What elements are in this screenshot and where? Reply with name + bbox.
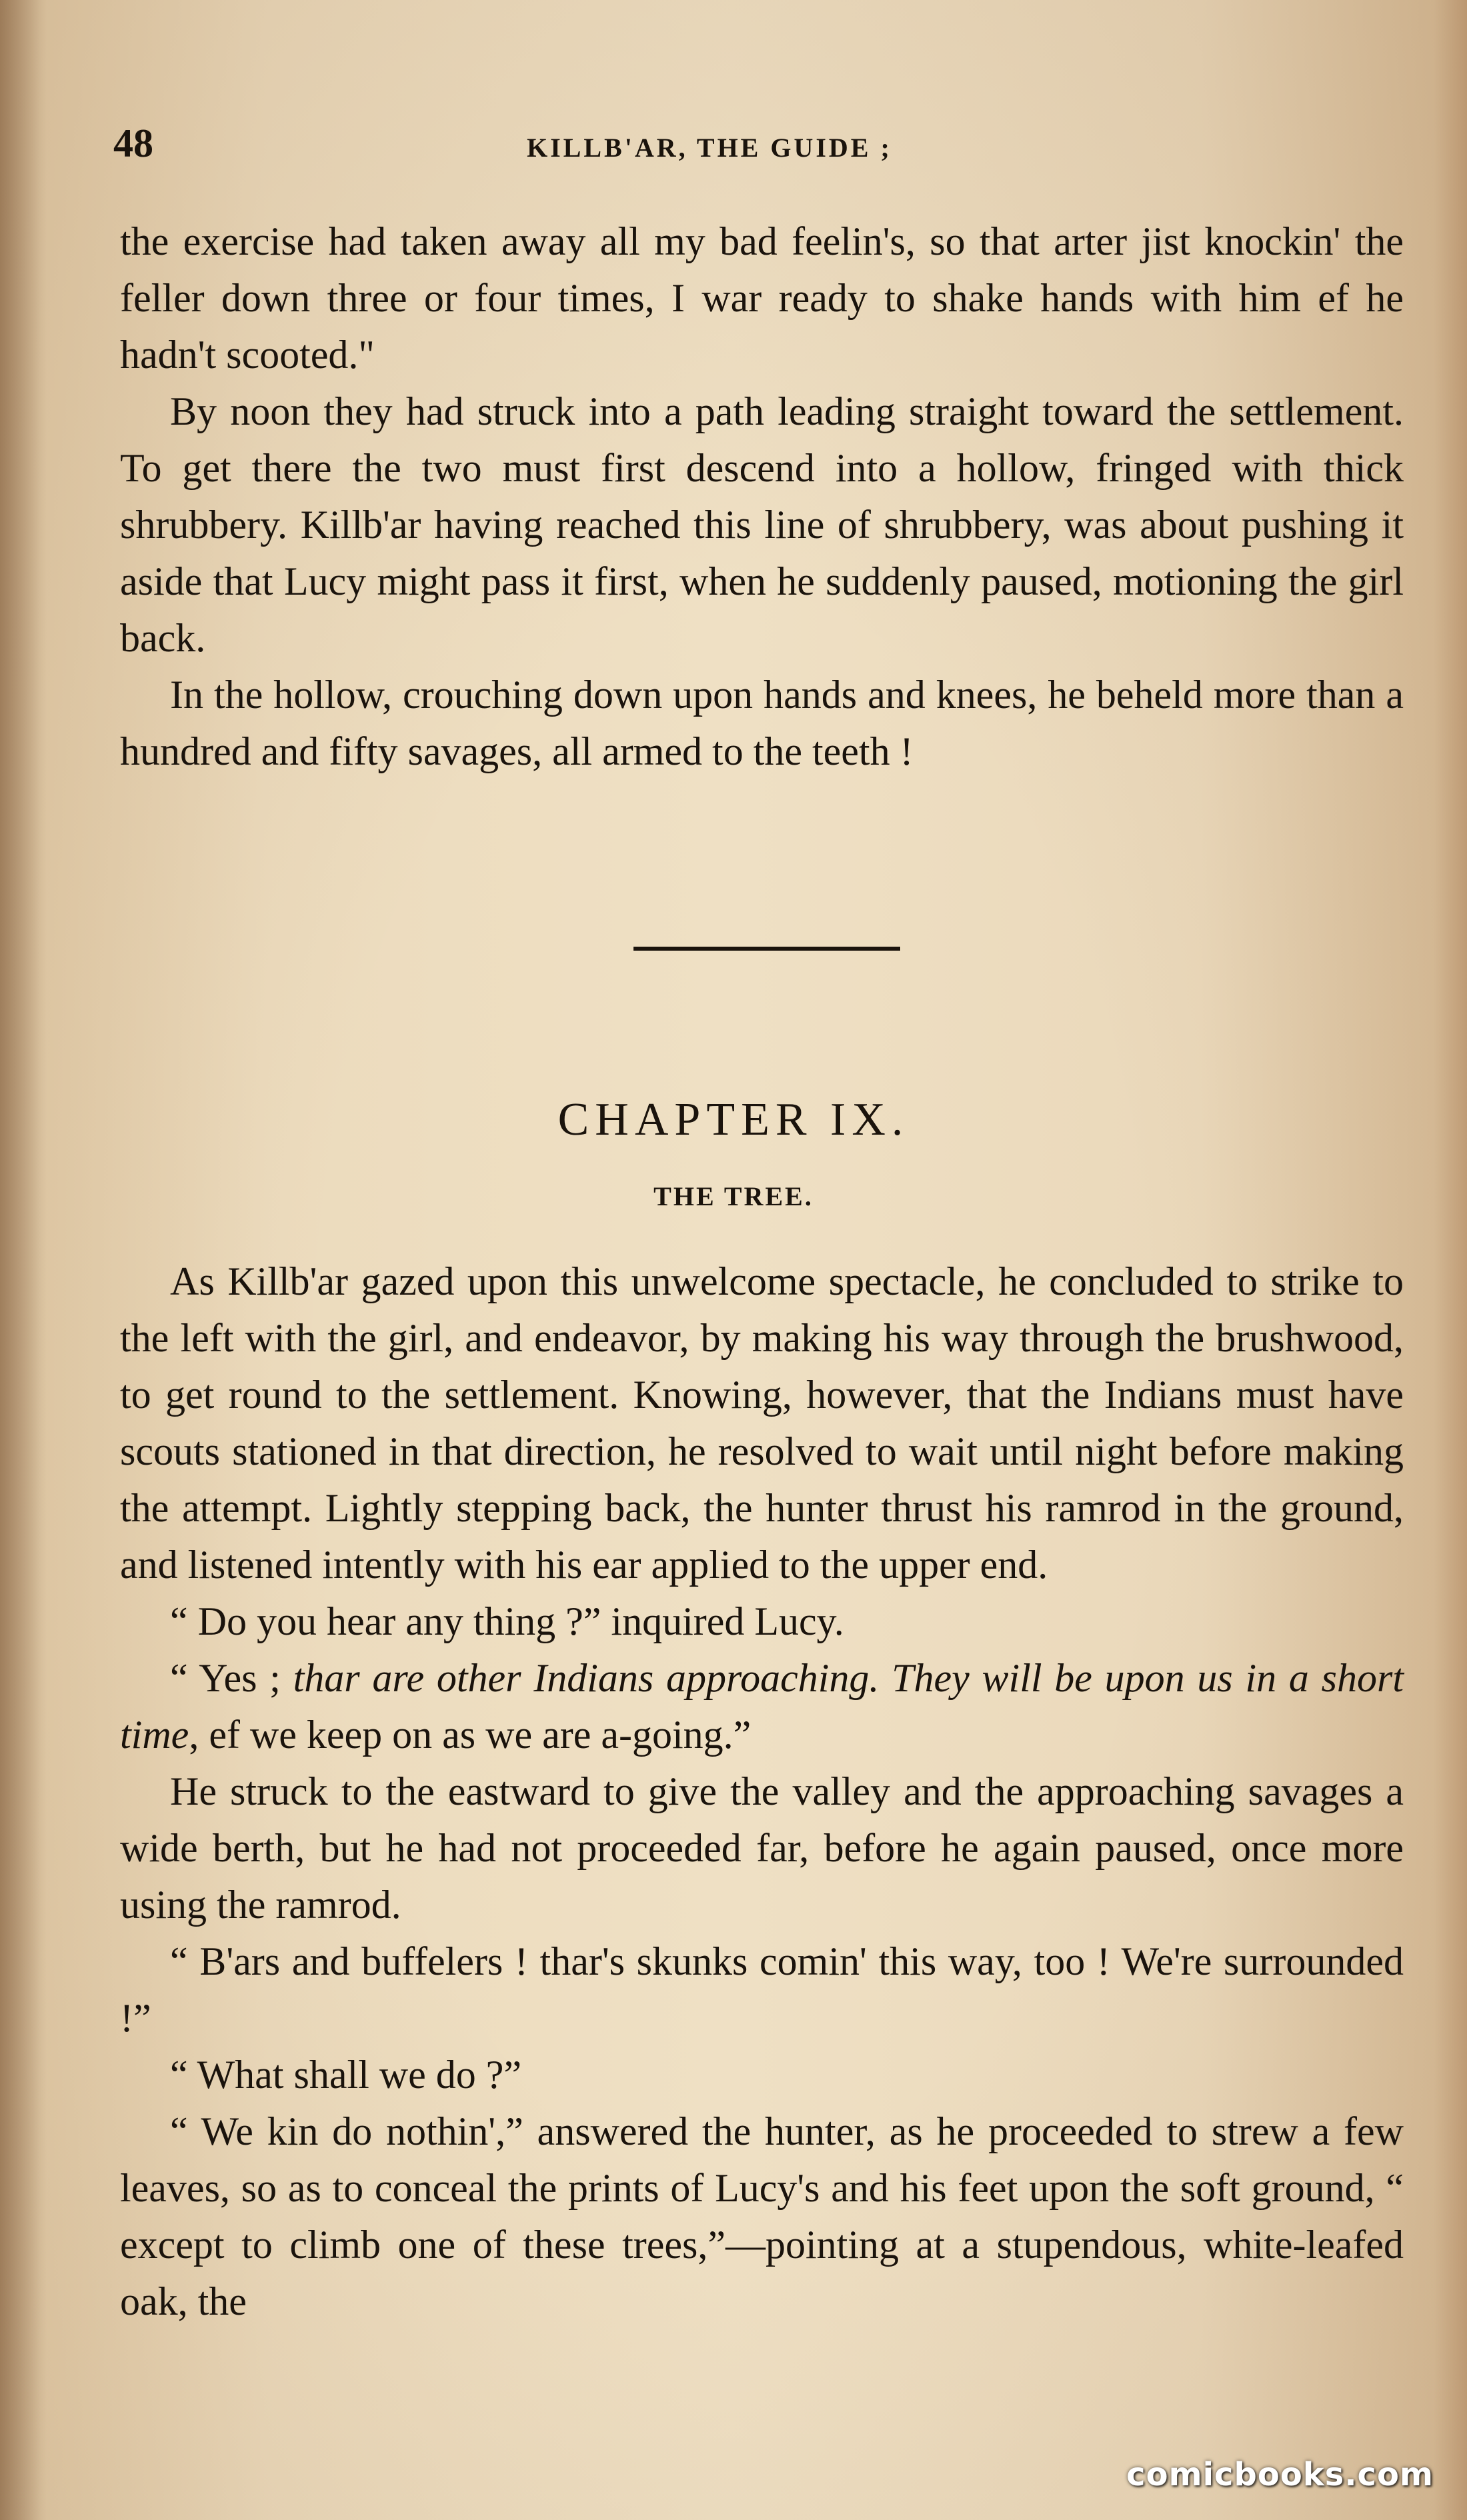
section-divider-rule <box>633 947 900 951</box>
paragraph: “ What shall we do ?” <box>170 2053 522 2097</box>
text-block-continuation <box>120 213 1404 780</box>
page-number: 48 <box>113 121 153 165</box>
italic-text: thar are other Indians approaching. They will be upon us in a short time <box>120 1656 1404 1757</box>
page-header <box>113 117 1414 170</box>
chapter-title: CHAPTER IX. <box>557 1094 910 1145</box>
paragraph: “ B'ars and buffelers ! thar's skunks comin' this way, too ! We're surrounded !” <box>120 1939 1404 2040</box>
paragraph-text: “ Yes ; <box>170 1656 293 1700</box>
paragraph <box>120 1650 1404 1763</box>
paragraph: By noon they had struck into a path leading straight toward the settlement. To get there the two must first descend into a hollow, fringed with thick shrubbery. Killb'ar having reached this line of shrubbery, was about pushing it aside that Lucy might pass it first, when he suddenly paused, motioning the girl back. <box>120 389 1404 660</box>
paragraph: In the hollow, crouching down upon hands and knees, he beheld more than a hundred and fifty savages, all armed to the teeth ! <box>120 673 1404 773</box>
paragraph: He struck to the eastward to give the valley and the approaching savages a wide berth, but he had not proceeded far, before he again paused, once more using the ramrod. <box>120 1769 1404 1927</box>
paragraph: As Killb'ar gazed upon this unwelcome spectacle, he concluded to strike to the left with the girl, and endeavor, by making his way through the brushwood, to get round to the settlement. Knowing, however, that the Indians must have scouts stationed in that direction, he resolved to wait until night before making the attempt. Lightly stepping back, the hunter thrust his ramrod in the ground, and listened intently with his ear applied to the upper end. <box>120 1259 1404 1587</box>
watermark: comicbooks.com <box>1126 2456 1434 2493</box>
paragraph: “ Do you hear any thing ?” inquired Lucy. <box>170 1599 844 1643</box>
paragraph-text: , ef we keep on as we are a-going.” <box>189 1713 752 1757</box>
paragraph: the exercise had taken away all my bad feelin's, so that arter jist knockin' the feller down three or four times, I war ready to shake hands with him ef he hadn't scooted." <box>120 219 1404 377</box>
running-head: KILLB'AR, THE GUIDE ; <box>527 133 892 163</box>
chapter-subtitle: THE TREE. <box>653 1181 814 1211</box>
text-block-chapter <box>120 1253 1404 2330</box>
paragraph: “ We kin do nothin',” answered the hunter, as he proceeded to strew a few leaves, so as to conceal the prints of Lucy's and his feet upon the soft ground, “ except to climb one of these trees,”—pointing at a stupendous, white-leafed oak, the <box>120 2109 1404 2323</box>
spine-shadow <box>0 0 47 2520</box>
